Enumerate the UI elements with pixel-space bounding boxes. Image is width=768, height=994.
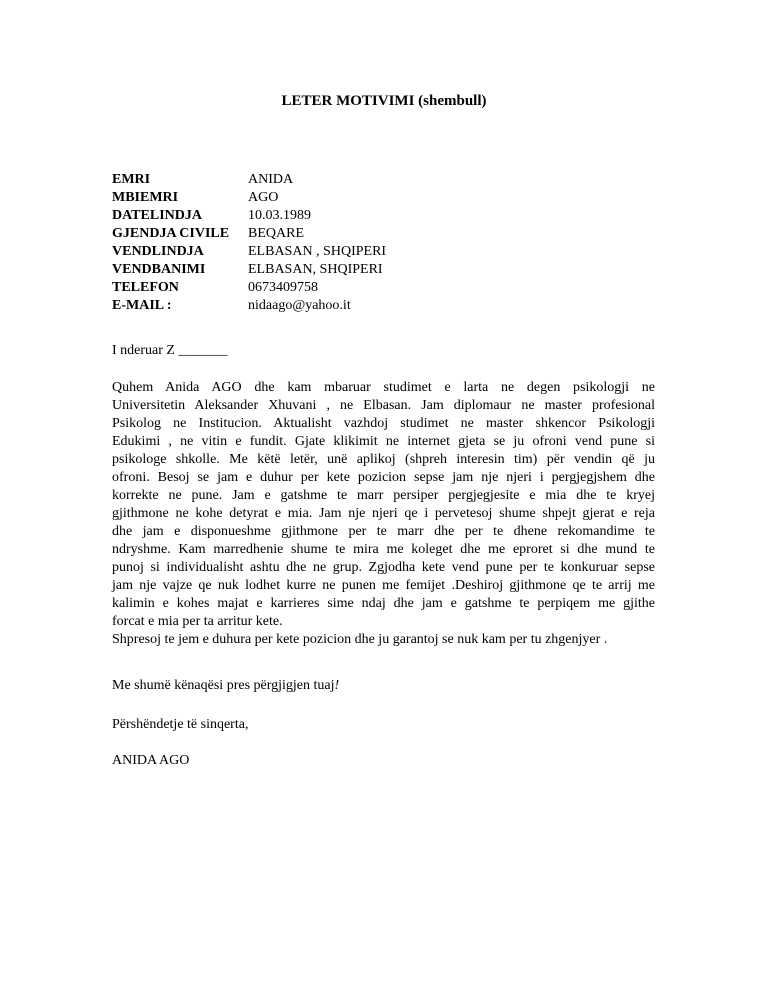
info-row-residence xyxy=(112,261,672,279)
document-title: LETER MOTIVIMI (shembull) xyxy=(281,93,487,109)
salutation: I nderuar Z _______ xyxy=(112,343,228,358)
personal-info-block xyxy=(112,171,672,315)
body-line: forcat e mia per ta arritur kete. xyxy=(112,614,283,629)
body-line: Edukimi , ne vitin e fundit. Gjate klikimit ne internet gjeta se ju ofroni vend pune si xyxy=(112,434,655,449)
signature: ANIDA AGO xyxy=(112,753,190,768)
info-value: AGO xyxy=(248,190,279,205)
info-value: ANIDA xyxy=(248,172,294,187)
closing-text: Me shumë kënaqësi pres përgjigjen tuaj xyxy=(112,678,335,693)
info-value: ELBASAN, SHQIPERI xyxy=(248,262,383,277)
info-row-birth-date xyxy=(112,207,672,225)
closing-mark: ! xyxy=(334,678,340,693)
info-value: ELBASAN , SHQIPERI xyxy=(248,244,387,259)
body-line: punoj si individualisht ashtu dhe ne grup. Zgjodha kete vend pune per te konkuruar sepse xyxy=(112,560,655,575)
body-line: ndryshme. Kam marredhenie shume te mira me koleget dhe me eproret si dhe mund te xyxy=(112,542,655,557)
body-line: Quhem Anida AGO dhe kam mbaruar studimet e larta ne degen psikologji ne xyxy=(112,380,655,395)
body-line: dhe jam e disponueshme gjithmone per te marr dhe per te dhene rekomandime te xyxy=(112,524,655,539)
info-label: EMRI xyxy=(112,172,151,187)
body-line: gjithmone ne kohe detyrat e mia. Jam nje njeri qe i pervetesoj shume shpejt gjerat e reja xyxy=(112,506,655,521)
info-label: DATELINDJA xyxy=(112,208,202,223)
info-row-phone xyxy=(112,279,672,297)
body-line: kalimin e kohes majat e karrieres sime ndaj dhe jam e gatshme te perpiqem me gjithe xyxy=(112,596,655,611)
greeting: Përshëndetje të sinqerta, xyxy=(112,717,249,732)
info-value: 10.03.1989 xyxy=(248,208,311,223)
info-value: BEQARE xyxy=(248,226,304,241)
info-row-civil-status xyxy=(112,225,672,243)
info-label: E-MAIL : xyxy=(112,298,172,313)
letter-body xyxy=(112,379,655,649)
info-label: TELEFON xyxy=(112,280,179,295)
info-label: GJENDJA CIVILE xyxy=(112,226,230,241)
info-row-birthplace xyxy=(112,243,672,261)
info-value: 0673409758 xyxy=(248,280,318,295)
info-row-email xyxy=(112,297,672,315)
body-line: Universitetin Aleksander Xhuvani , ne Elbasan. Jam diplomaur ne master profesional xyxy=(112,398,655,413)
body-line: jam nje vajze qe nuk lodhet kurre ne punen me femijet .Deshiroj gjithmone qe te arrij me xyxy=(112,578,655,593)
body-line: psikologe shkolle. Me këtë letër, unë aplikoj (shpreh interesin tim) për vendin që ju xyxy=(112,452,655,467)
body-line: Psikolog ne Institucion. Aktualisht vazhdoj studimet ne master shkencor Psikologji xyxy=(112,416,655,431)
body-line: Shpresoj te jem e duhura per kete pozicion dhe ju garantoj se nuk kam per tu zhgenjyer . xyxy=(112,632,608,647)
info-label: VENDLINDJA xyxy=(112,244,204,259)
closing-line xyxy=(112,677,339,695)
info-label: VENDBANIMI xyxy=(112,262,206,277)
body-line: ofroni. Besoj se jam e duhur per kete pozicion sepse jam nje njeri i pergjegjshem dhe xyxy=(112,470,655,485)
info-value: nidaago@yahoo.it xyxy=(248,298,351,313)
info-row-first-name xyxy=(112,171,672,189)
info-label: MBIEMRI xyxy=(112,190,179,205)
body-line: korrekte ne pune. Jam e gatshme te marr persiper pergjegjesite e mia dhe te kryej xyxy=(112,488,655,503)
info-row-last-name xyxy=(112,189,672,207)
